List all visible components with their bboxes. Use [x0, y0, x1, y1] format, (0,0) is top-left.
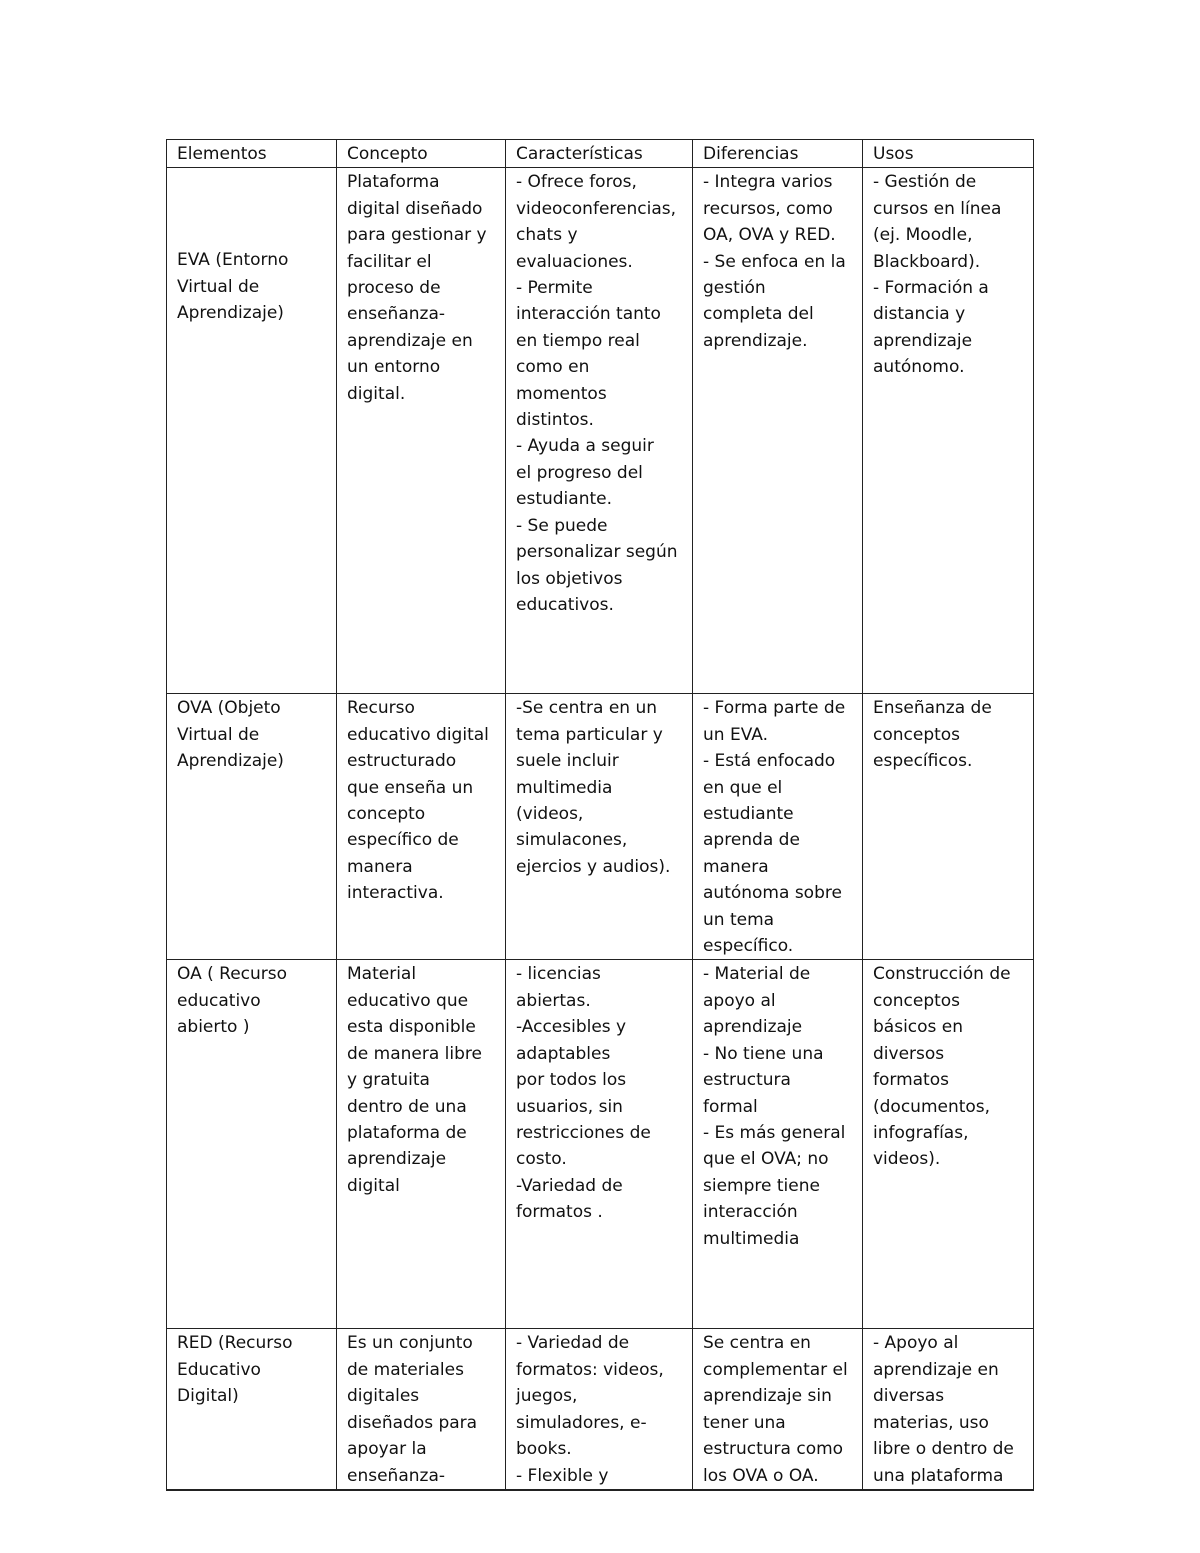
header-elementos: Elementos — [167, 140, 337, 168]
cell-usos: Enseñanza de conceptos específicos. — [863, 694, 1034, 960]
cell-concepto: Material educativo que esta disponible de manera libre y gratuita dentro de una plataforma de aprendizaje digital — [337, 960, 506, 1329]
cell-concepto: Es un conjunto de materiales digitales diseñados para apoyar la enseñanza- — [337, 1329, 506, 1490]
comparison-table — [166, 139, 1034, 1491]
header-usos: Usos — [863, 140, 1034, 168]
cell-concepto: Recurso educativo digital estructurado que enseña un concepto específico de manera interactiva. — [337, 694, 506, 960]
cell-diferencias: Se centra en complementar el aprendizaje sin tener una estructura como los OVA o OA. — [693, 1329, 863, 1490]
cell-usos: - Apoyo al aprendizaje en diversas materias, uso libre o dentro de una plataforma — [863, 1329, 1034, 1490]
cell-elemento: EVA (Entorno Virtual de Aprendizaje) — [167, 168, 337, 694]
cell-caracteristicas: - Variedad de formatos: videos, juegos, simuladores, e- books. - Flexible y — [506, 1329, 693, 1490]
cell-elemento: OVA (Objeto Virtual de Aprendizaje) — [167, 694, 337, 960]
cell-elemento: OA ( Recurso educativo abierto ) — [167, 960, 337, 1329]
table-row-red — [167, 1329, 1034, 1490]
header-diferencias: Diferencias — [693, 140, 863, 168]
cell-caracteristicas: -Se centra en un tema particular y suele incluir multimedia (videos, simulacones, ejercios y audios). — [506, 694, 693, 960]
table-header-row — [167, 140, 1034, 168]
header-concepto: Concepto — [337, 140, 506, 168]
header-caracteristicas: Características — [506, 140, 693, 168]
table-row-eva — [167, 168, 1034, 694]
cell-diferencias: - Forma parte de un EVA. - Está enfocado en que el estudiante aprenda de manera autónoma sobre un tema específico. — [693, 694, 863, 960]
cell-caracteristicas: - Ofrece foros, videoconferencias, chats y evaluaciones. - Permite interacción tanto en tiempo real como en momentos distintos. - Ayuda a seguir el progreso del estudiante. - Se puede personalizar según los objetivos educativos. — [506, 168, 693, 694]
cell-elemento: RED (Recurso Educativo Digital) — [167, 1329, 337, 1490]
cell-diferencias: - Integra varios recursos, como OA, OVA y RED. - Se enfoca en la gestión completa del aprendizaje. — [693, 168, 863, 694]
cell-concepto: Plataforma digital diseñado para gestionar y facilitar el proceso de enseñanza- aprendizaje en un entorno digital. — [337, 168, 506, 694]
table-row-oa — [167, 960, 1034, 1329]
cell-caracteristicas: - licencias abiertas. -Accesibles y adaptables por todos los usuarios, sin restricciones de costo. -Variedad de formatos . — [506, 960, 693, 1329]
cell-usos: Construcción de conceptos básicos en diversos formatos (documentos, infografías, videos). — [863, 960, 1034, 1329]
cell-diferencias: - Material de apoyo al aprendizaje - No tiene una estructura formal - Es más general que el OVA; no siempre tiene interacción multimedia — [693, 960, 863, 1329]
table-row-ova — [167, 694, 1034, 960]
cell-usos: - Gestión de cursos en línea (ej. Moodle, Blackboard). - Formación a distancia y aprendizaje autónomo. — [863, 168, 1034, 694]
